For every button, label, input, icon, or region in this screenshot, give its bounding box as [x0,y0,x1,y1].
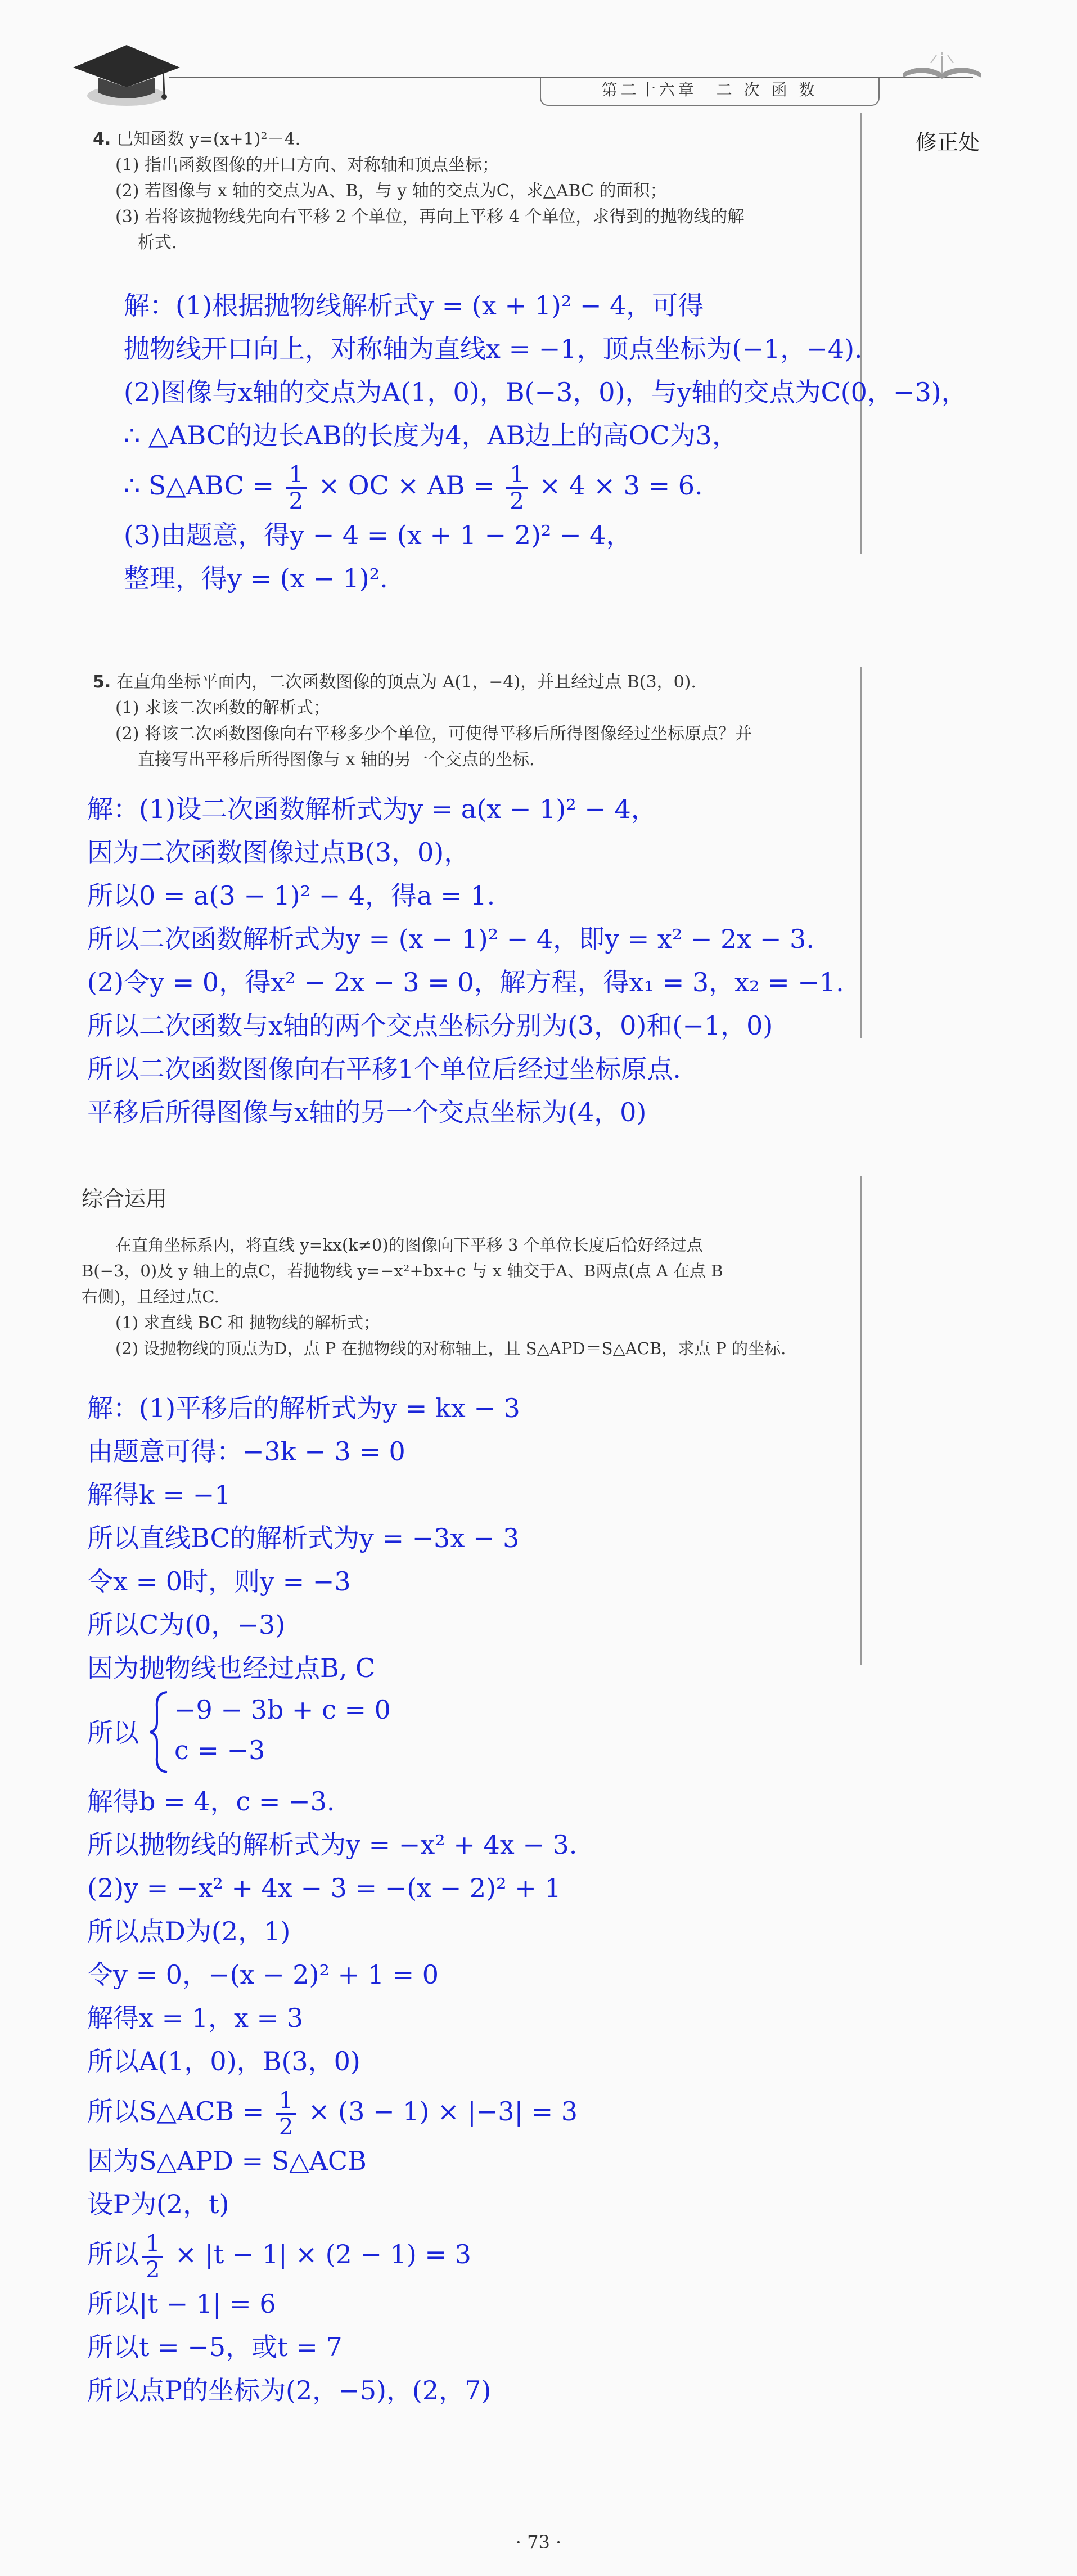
math-text: ∴ S△ABC = [124,470,282,501]
problem-part: (2) 若图像与 x 轴的交点为A、B，与 y 轴的交点为C，求△ABC 的面积； [115,181,667,201]
solution-line: 所以二次函数与x轴的两个交点坐标分别为(3，0)和(−1，0) [87,1010,773,1041]
solution-line: 抛物线开口向上，对称轴为直线x = −1，顶点坐标为(−1，−4). [124,334,863,364]
problem-part: (2) 设抛物线的顶点为D，点 P 在抛物线的对称轴上，且 S△APD＝S△ACB，求点 P 的坐标. [115,1339,786,1358]
math-text: 所以 [87,2239,139,2269]
solution-line: 平移后所得图像与x轴的另一个交点坐标为(4，0) [87,1097,647,1127]
denominator: 2 [146,2256,160,2283]
solution-line: 所以0 = a(3 − 1)² − 4，得a = 1. [87,880,495,911]
equation-system [87,1690,578,1780]
equation-line: c = −3 [174,1735,265,1765]
problem-number: 4. [93,129,111,149]
solution-line: 所以t = −5，或t = 7 [87,2332,343,2362]
solution-line: 所以直线BC的解析式为y = −3x − 3 [87,1523,520,1553]
equation-line: −9 − 3b + c = 0 [174,1694,391,1725]
fraction [286,462,307,514]
solution-line: ∴ △ABC的边长AB的长度为4，AB边上的高OC为3， [124,420,738,451]
problem-part: (1) 指出函数图像的开口方向、对称轴和顶点坐标； [115,155,499,175]
margin-divider [860,667,862,1038]
problem-part: (1) 求直线 BC 和 抛物线的解析式； [115,1313,380,1332]
math-text: × |t − 1| × (2 − 1) = 3 [166,2239,471,2269]
section-title: 综合运用 [82,1186,168,1211]
solution-equation-line [87,2226,578,2282]
open-book-icon [897,51,987,84]
solution-line: (3)由题意，得y − 4 = (x + 1 − 2)² − 4， [124,520,632,550]
solution-line: 因为二次函数图像过点B(3，0)， [87,837,470,867]
solution-line: 解得k = −1 [87,1480,231,1510]
denominator: 2 [510,488,524,514]
solution-line: 设P为(2，t) [87,2189,229,2219]
math-text: × (3 − 1) × |−3| = 3 [300,2096,578,2127]
problem-5 [93,669,852,773]
denominator: 2 [289,488,304,514]
problem-number: 5. [93,672,111,692]
numerator: 1 [506,462,527,489]
correction-column-label: 修正处 [916,130,980,155]
solution-line: 解得x = 1，x = 3 [87,2003,303,2033]
problem-4 [93,127,852,256]
math-text: 所以S△ACB = [87,2096,272,2127]
fraction [142,2231,163,2282]
solution-line: 所以抛物线的解析式为y = −x² + 4x − 3. [87,1829,578,1860]
solution-4 [124,284,967,600]
problem-text: 右侧)，且经过点C. [82,1287,219,1306]
solution-line: 所以|t − 1| = 6 [87,2289,276,2319]
problem-6 [82,1232,858,1361]
math-text: × 4 × 3 = 6. [530,470,703,501]
problem-stem: 已知函数 y=(x+1)²－4. [116,129,301,149]
graduation-cap-icon [67,34,186,113]
solution-line: (2)图像与x轴的交点为A(1，0)，B(−3，0)，与y轴的交点为C(0，−3)， [124,377,967,407]
solution-line: 所以二次函数图像向右平移1个单位后经过坐标原点. [87,1054,681,1084]
math-text: 所以 [87,1718,139,1748]
solution-line: 整理，得y = (x − 1)². [124,563,388,594]
left-brace-icon [148,1690,170,1774]
solution-line: 因为S△APD = S△ACB [87,2146,367,2176]
margin-divider [860,1176,862,1665]
solution-line: 因为抛物线也经过点B, C [87,1653,376,1683]
solution-line: (2)令y = 0，得x² − 2x − 3 = 0，解方程，得x₁ = 3，x₂ = −1. [87,967,844,997]
solution-line: 所以点P的坐标为(2，−5)，(2，7) [87,2375,492,2406]
solution-area-line [87,2083,578,2139]
fraction [506,462,527,514]
solution-line: 令x = 0时，则y = −3 [87,1566,351,1597]
problem-part-continued: 直接写出平移后所得图像与 x 轴的另一个交点的坐标. [138,750,535,770]
numerator: 1 [286,462,307,489]
solution-line: 令y = 0，−(x − 2)² + 1 = 0 [87,1959,439,1990]
problem-text: B(−3，0)及 y 轴上的点C，若抛物线 y=−x²+bx+c 与 x 轴交于A、B两点(点 A 在点 B [82,1261,723,1280]
solution-line: 所以A(1，0)，B(3，0) [87,2046,360,2076]
fraction [276,2088,296,2139]
chapter-title: 第二十六章 二 次 函 数 [540,78,880,106]
numerator: 1 [276,2088,296,2115]
math-text: × OC × AB = [310,470,503,501]
denominator: 2 [278,2114,294,2140]
numerator: 1 [142,2231,163,2258]
solution-line: 由题意可得：−3k − 3 = 0 [87,1436,405,1467]
problem-part: (2) 将该二次函数图像向右平移多少个单位，可使得平移后所得图像经过坐标原点？并 [115,724,752,744]
solution-line: 所以点D为(2，1) [87,1916,291,1946]
solution-5 [87,788,844,1134]
problem-part: (1) 求该二次函数的解析式； [115,698,331,718]
solution-area-line [124,457,967,514]
solution-line: (2)y = −x² + 4x − 3 = −(x − 2)² + 1 [87,1873,561,1903]
problem-text: 在直角坐标系内，将直线 y=kx(k≠0)的图像向下平移 3 个单位长度后恰好经过点 [115,1235,703,1255]
solution-line: 所以二次函数解析式为y = (x − 1)² − 4，即y = x² − 2x − 3. [87,924,814,954]
solution-line: 解：(1)平移后的解析式为y = kx − 3 [87,1393,520,1423]
solution-line: 解：(1)设二次函数解析式为y = a(x − 1)² − 4， [87,794,657,824]
problem-part: (3) 若将该抛物线先向右平移 2 个单位，再向上平移 4 个单位，求得到的抛物线的解 [115,207,745,227]
problem-stem: 在直角坐标平面内，二次函数图像的顶点为 A(1，−4)，并且经过点 B(3，0). [116,672,696,692]
solution-line: 解：(1)根据抛物线解析式y = (x + 1)² − 4，可得 [124,290,704,321]
problem-part-continued: 析式. [138,233,177,253]
page-number: · 73 · [515,2532,562,2553]
solution-6 [87,1387,578,2412]
solution-line: 解得b = 4，c = −3. [87,1786,335,1817]
solution-line: 所以C为(0，−3) [87,1610,286,1640]
